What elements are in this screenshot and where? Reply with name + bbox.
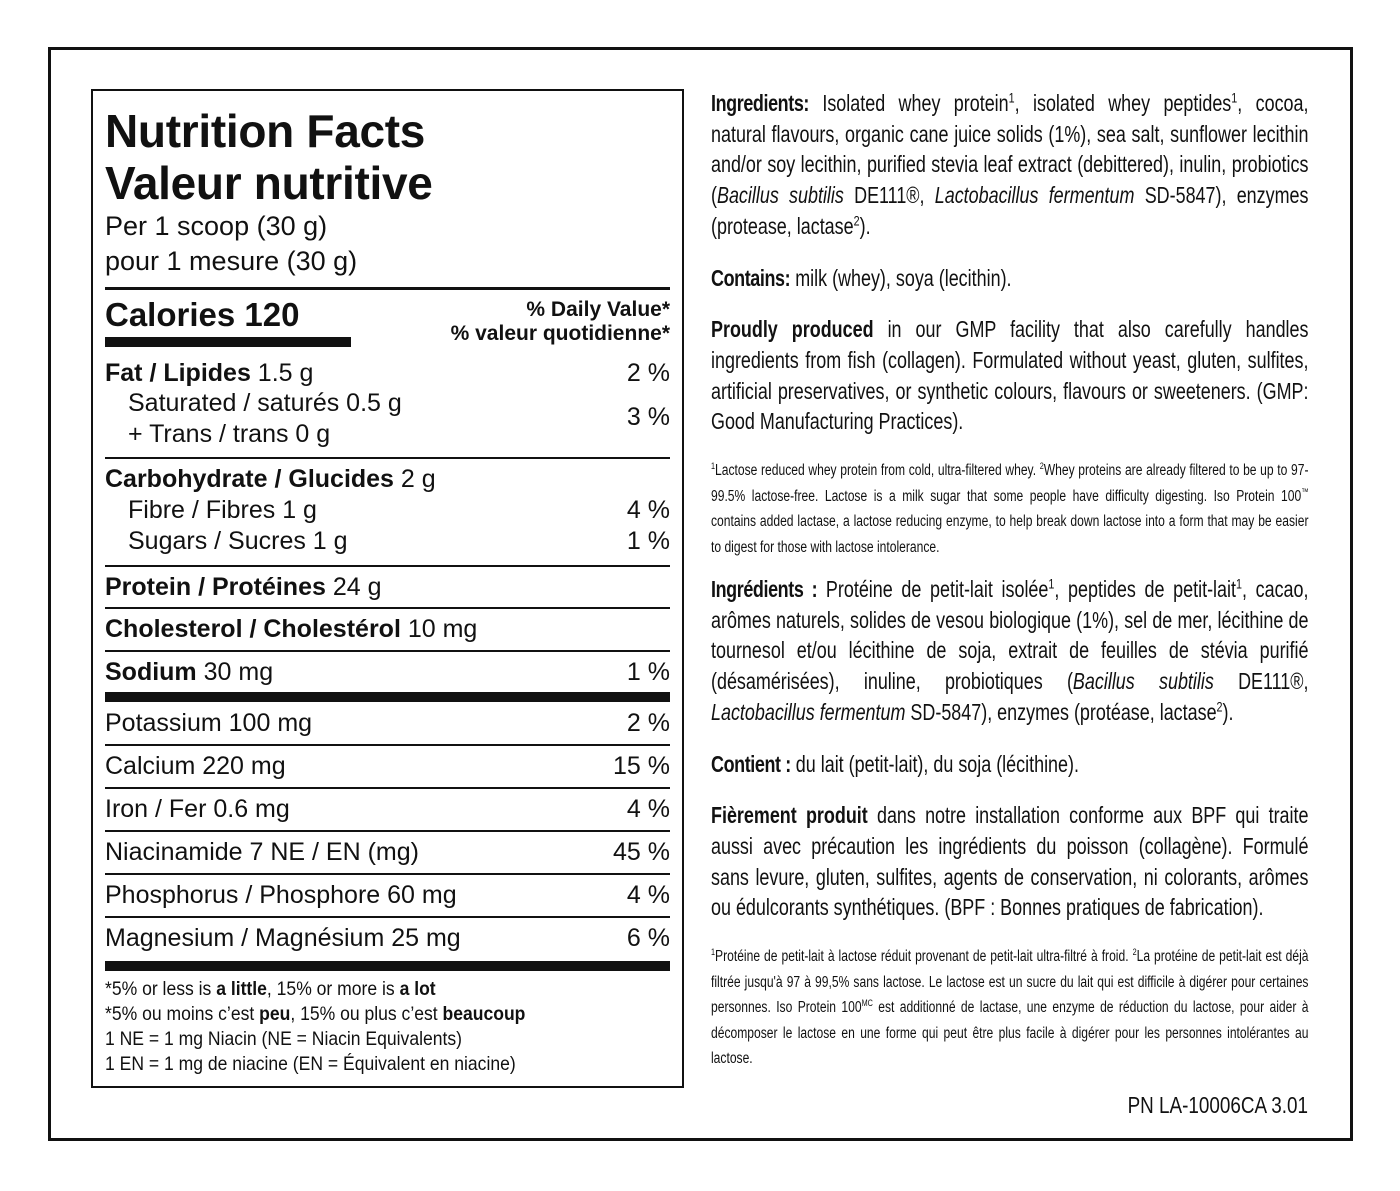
mineral-row: Calcium 220 mg 15 % (105, 752, 670, 780)
mineral-row: Niacinamide 7 NE / EN (mg) 45 % (105, 838, 670, 866)
part-number: PN LA-10006CA 3.01 (1127, 1092, 1308, 1118)
serving-en: Per 1 scoop (30 g) (105, 211, 328, 241)
produced-en: Proudly produced in our GMP facility that also carefully handles ingredients from fish (collagen). Formulated without yeast, gluten, sulfites, artificial preservatives, or synthetic colours, flavours or sweeteners. (GMP: Good Manufacturing Practices). (711, 316, 1309, 435)
produced-fr: Fièrement produit dans notre installation conforme aux BPF qui traite aussi avec précaution les ingrédients du poisson (collagène). Formulé sans levure, gluten, sulfites, agents de conservation, ni colorants, arômes ou édulcorants synthétiques. (BPF : Bonnes pratiques de fabrication). (711, 802, 1309, 921)
dv-en: % Daily Value* (526, 298, 670, 321)
fat-row: Fat / Lipides 1.5 g 2 % (105, 359, 670, 387)
title-fr: Valeur nutritive (105, 157, 433, 209)
footnote-en: $^1$Lactose reduced whey protein from cold, ultra-filtered whey. $^2$Whey proteins are already filtered to be up to 97-99.5% lactose-free. Lactose is a milk sugar that some people have difficulty digesting. Iso Protein 100™ contains added lactase, a lactose reducing enzyme, to help break down lactose into a form that may be easier to digest for those with lactose intolerance. (711, 460, 1309, 556)
calories: Calories 120 (105, 296, 300, 333)
dv-fr: % valeur quotidienne* (450, 322, 670, 345)
footnote-fr: $^1$Protéine de petit-lait à lactose réduit provenant de petit-lait ultra-filtré à froid. $^2$La protéine de petit-lait est déjà filtrée jusqu'à 97 à 99,5% sans lactose. Le lactose est un sucre du lait qui est difficile à digérer pour certaines personnes. Iso Protein $100^{MC}$ est additionné de lactase, une enzyme de réduction du lactose, pour aider à décomposer le lactose en une forme qui peut être plus facile à digérer pour les personnes intolérantes au lactose. (711, 946, 1309, 1068)
contains-fr: Contient : du lait (petit-lait), du soja (lécithine). (711, 750, 1079, 777)
ingredients-en: Ingredients: Isolated whey protein$^1$, isolated whey peptides$^1$, cocoa, natural flavours, organic cane juice solids (1%), sea salt, sunflower lecithin and/or soy lecithin, purified stevia leaf extract (debittered), inulin, probiotics (Bacillus subtilis DE111®, Lactobacillus fermentum SD-5847), enzymes (protease, lactase$^2$). (711, 90, 1309, 239)
nutrition-facts-table (91, 89, 684, 1088)
mineral-row: Potassium 100 mg 2 % (105, 709, 670, 737)
saturated-row: Saturated / saturés 0.5 g 3 % (128, 389, 670, 431)
mineral-row: Magnesium / Magnésium 25 mg 6 % (105, 924, 670, 952)
footnote: *5% or less is a little, 15% or more is a lot *5% ou moins c’est peu, 15% ou plus c’est beaucoup 1 NE = 1 mg Niacin (NE = Niacin Equivalents) 1 EN = 1 mg de niacine (EN = Équivalent en niacine) (105, 978, 526, 1075)
trans-row: + Trans / trans 0 g (128, 420, 331, 448)
mineral-row: Iron / Fer 0.6 mg 4 % (105, 795, 670, 823)
ingredients-column (711, 88, 1308, 1086)
carb-row: Carbohydrate / Glucides 2 g (105, 465, 436, 493)
sodium-row: Sodium 30 mg 1 % (105, 658, 670, 686)
sugars-row: Sugars / Sucres 1 g 1 % (128, 527, 670, 555)
mineral-row: Phosphorus / Phosphore 60 mg 4 % (105, 881, 670, 909)
calories-row (105, 290, 670, 350)
protein-row: Protein / Protéines 24 g (105, 573, 382, 601)
fibre-row: Fibre / Fibres 1 g 4 % (128, 496, 670, 524)
contains-en: Contains: milk (whey), soya (lecithin). (711, 264, 1012, 291)
title-en: Nutrition Facts (105, 105, 426, 157)
ingredients-fr: Ingrédients : Protéine de petit-lait isolée$^1$, peptides de petit-lait$^1$, cacao, arômes naturels, solides de vesou biologique (1%), sel de mer, lécithine de tournesol et/ou lécithine de soja, extrait de feuilles de stévia purifié (désamérisées), inuline, probiotiques (Bacillus subtilis DE111®, Lactobacillus fermentum SD-5847), enzymes (protéase, lactase$^2$). (711, 576, 1309, 725)
serving-fr: pour 1 mesure (30 g) (105, 246, 358, 276)
cholesterol-row: Cholesterol / Cholestérol 10 mg (105, 615, 478, 643)
